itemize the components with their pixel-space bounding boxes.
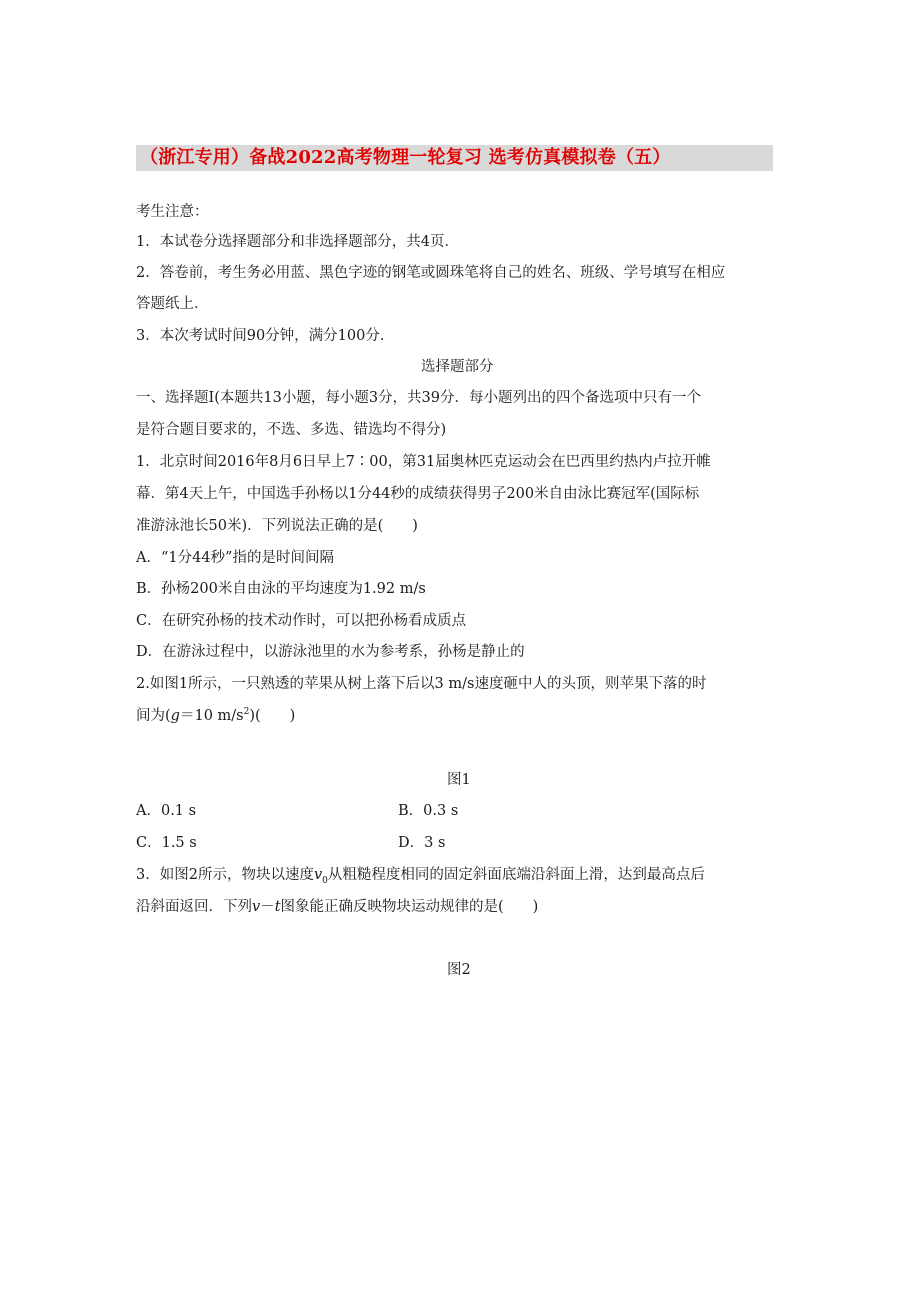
q1-option-a: A．“1分44秒”指的是时间间隔 [136,550,334,566]
notice-heading: 考生注意： [136,204,209,220]
q3-stem-post: 从粗糙程度相同的固定斜面底端沿斜面上滑，达到最高点后 [327,867,705,883]
q3-vt-dash: － [260,899,275,915]
part1-instruction-line1: 一、选择题Ⅰ(本题共13小题，每小题3分，共39分．每小题列出的四个备选项中只有一个 [136,390,702,406]
q2-gravity-symbol: g [170,708,180,724]
q1-stem-line2: 幕．第4天上午，中国选手孙杨以1分44秒的成绩获得男子200米自由泳比赛冠军(国际标 [136,486,700,502]
q2-gravity-value: ＝10 m/s [179,708,244,724]
q2-option-b: B．0.3 s [398,803,459,819]
q2-option-d: D．3 s [398,835,446,851]
q1-option-b: B．孙杨200米自由泳的平均速度为1.92 m/s [136,581,426,597]
q1-stem-line3: 准游泳池长50米)．下列说法正确的是( ) [136,518,418,534]
q3-stem2-pre: 沿斜面返回．下列 [136,899,252,915]
q2-stem-line2 [136,706,295,726]
q1-option-d: D．在游泳过程中，以游泳池里的水为参考系，孙杨是静止的 [136,644,525,660]
q2-stem-post: )( ) [249,708,296,724]
q1-option-c: C．在研究孙杨的技术动作时，可以把孙杨看成质点 [136,613,467,629]
section-title: 选择题部分 [421,359,494,375]
notice-item-2-cont: 答题纸上． [136,296,209,312]
figure-1-caption: 图1 [447,772,471,788]
q3-stem-line2 [136,897,538,917]
q3-velocity-subscript: 0 [322,875,328,886]
q2-stem-line1: 2.如图1所示，一只熟透的苹果从树上落下后以3 m/s速度砸中人的头顶，则苹果下落的时 [136,676,707,692]
q3-velocity-symbol: v [313,867,323,883]
q2-stem-pre: 间为( [136,708,171,724]
q3-stem-pre: 3．如图2所示，物块以速度 [136,867,314,883]
q3-vt-v: v [252,899,261,915]
part1-instruction-line2: 是符合题目要求的，不选、多选、错选均不得分) [136,422,447,438]
page-title: （浙江专用）备战2022高考物理一轮复习 选考仿真模拟卷（五） [140,147,671,168]
notice-item-2: 2．答卷前，考生务必用蓝、黑色字迹的钢笔或圆珠笔将自己的姓名、班级、学号填写在相应 [136,265,726,281]
q3-stem2-post: 图象能正确反映物块运动规律的是( ) [280,899,539,915]
q2-gravity-exponent: 2 [243,707,250,718]
notice-item-1: 1．本试卷分选择题部分和非选择题部分，共4页． [136,234,459,250]
q2-option-c: C．1.5 s [136,835,197,851]
q1-stem-line1: 1．北京时间2016年8月6日早上7∶00，第31届奥林匹克运动会在巴西里约热内卢拉开帷 [136,454,711,470]
notice-item-3: 3．本次考试时间90分钟，满分100分． [136,328,395,344]
q2-option-a: A．0.1 s [136,803,197,819]
q3-stem-line1 [136,865,705,885]
q3-vt-t: t [274,899,281,915]
figure-2-caption: 图2 [447,962,471,978]
